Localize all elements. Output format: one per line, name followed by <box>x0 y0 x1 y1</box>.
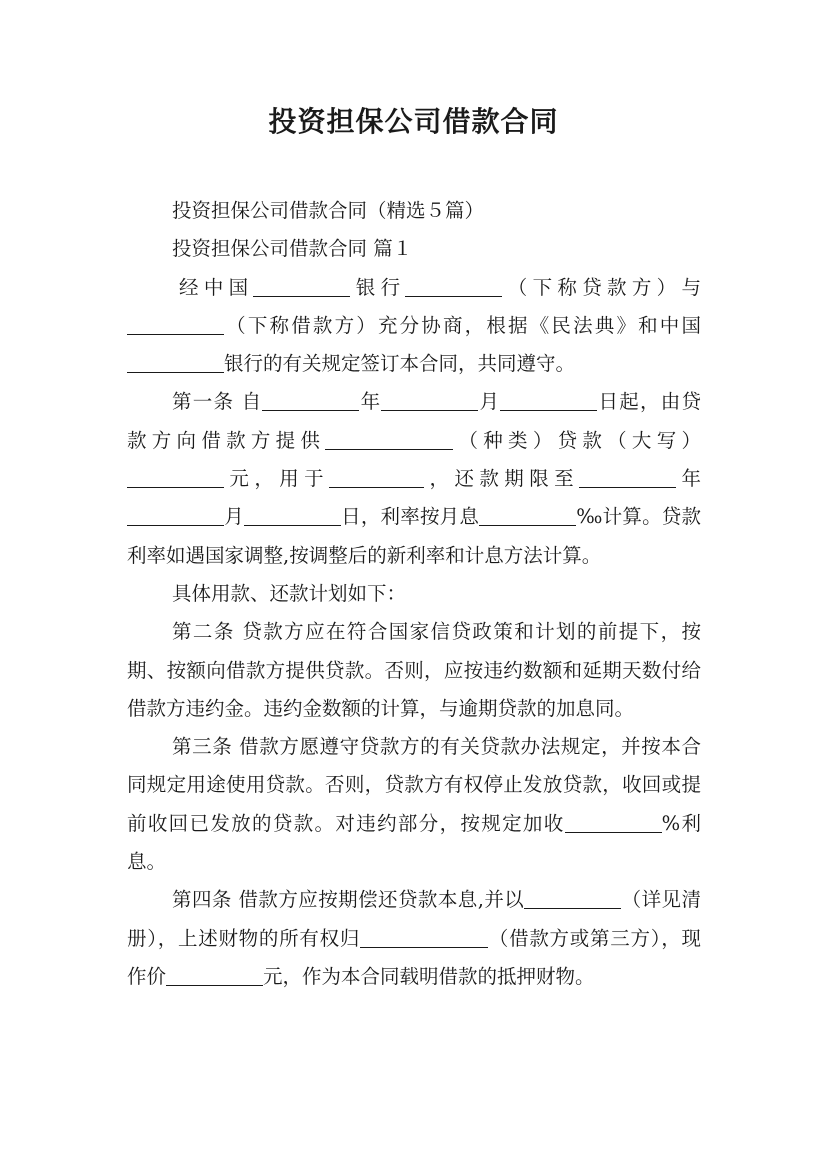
blank-line <box>360 926 488 947</box>
text-run: 第四条 借款方应按期偿还贷款本息,并以 <box>172 888 525 912</box>
text-run: 银行 <box>350 275 406 299</box>
blank-line <box>579 467 676 488</box>
text-run: （借款方或第三方），现作价 <box>127 926 701 988</box>
text-run: 经中国 <box>179 275 254 299</box>
blank-line <box>262 390 359 411</box>
blank-line <box>166 964 263 985</box>
blank-line <box>329 467 424 488</box>
blank-line <box>253 275 350 296</box>
text-run: （下称贷款方）与 <box>502 275 701 299</box>
text-run: ‰计算。贷款利率如遇国家调整,按调整后的新利率和计息方法计算。 <box>127 505 701 567</box>
article-2: 第二条 贷款方应在符合国家信贷政策和计划的前提下，按期、按额向借款方提供贷款。否则，应按违约数额和延期天数付给借款方违约金。违约金数额的计算，与逾期贷款的加息同。 <box>127 620 701 720</box>
blank-line <box>325 428 453 449</box>
blank-line <box>127 352 224 373</box>
article-3 <box>127 728 701 881</box>
text-run: ，还款期限至 <box>424 467 580 491</box>
text-run: %利息。 <box>127 811 701 874</box>
blank-line <box>500 390 597 411</box>
text-run: 银行的有关规定签订本合同，共同遵守。 <box>224 352 576 376</box>
text-run: 年 <box>676 467 701 491</box>
document-title: 投资担保公司借款合同 <box>268 105 559 138</box>
blank-line <box>381 390 478 411</box>
text-run: 日，利率按月息 <box>340 505 480 529</box>
blank-line <box>127 313 224 334</box>
article-1 <box>127 383 701 574</box>
blank-line <box>565 811 662 832</box>
article-4 <box>127 881 701 996</box>
text-run: 第一条 自 <box>172 390 263 414</box>
text-run: 元，作为本合同载明借款的抵押财物。 <box>263 964 595 988</box>
text-run: 月 <box>478 390 501 414</box>
blank-line <box>405 275 502 296</box>
text-run: 年 <box>359 390 382 414</box>
text-run: 日起，由贷款方向借款方提供 <box>127 390 701 452</box>
text-run: （下称借款方）充分协商，根据《民法典》和中国 <box>224 313 701 337</box>
blank-line <box>127 467 224 488</box>
text-run: 第三条 借款方愿遵守贷款方的有关贷款办法规定，并按本合同规定用途使用贷款。否则，贷款方有权停止发放贷款，收回或提前收回已发放的贷款。对违约部分，按规定加收 <box>127 735 701 835</box>
blank-line <box>479 505 576 526</box>
repayment-plan: 具体用款、还款计划如下： <box>172 581 407 605</box>
text-run: （详见清册），上述财物的所有权归 <box>127 888 701 950</box>
text-run: 月 <box>224 505 244 529</box>
text-run: （种类）贷款（大写） <box>453 428 701 452</box>
text-run: 元，用于 <box>224 467 330 491</box>
blank-line <box>127 505 224 526</box>
document-body <box>127 192 701 996</box>
blank-line <box>244 505 341 526</box>
document-subtitle: 投资担保公司借款合同（精选５篇） <box>172 199 485 222</box>
section-heading: 投资担保公司借款合同 篇１ <box>172 237 413 261</box>
blank-line <box>524 888 621 909</box>
paragraph-parties <box>127 269 701 384</box>
